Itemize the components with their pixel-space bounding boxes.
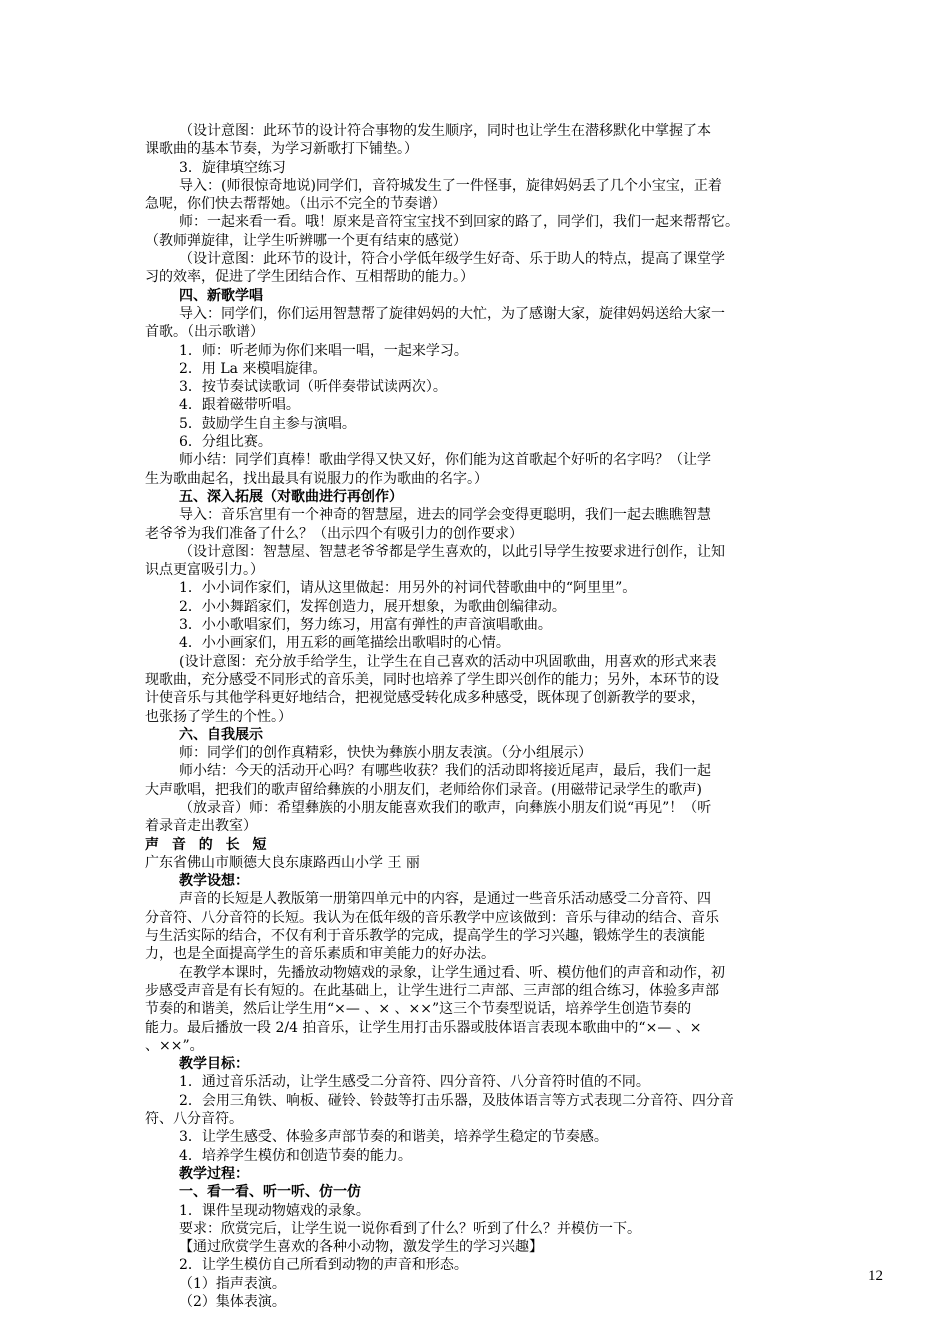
section-heading: 四、新歌学唱 — [179, 287, 263, 304]
section-heading: 五、深入拓展（对歌曲进行再创作） — [179, 488, 403, 505]
text-line: 4．小小画家们，用五彩的画笔描绘出歌唱时的心情。 — [179, 635, 510, 652]
text-line: （放录音）师：希望彝族的小朋友能喜欢我们的歌声，向彝族小朋友们说“再见”！（听 — [179, 799, 712, 816]
text-line: 1．小小词作家们，请从这里做起：用另外的衬词代替歌曲中的“阿里里”。 — [179, 580, 637, 597]
text-line: （1）指声表演。 — [179, 1275, 286, 1292]
text-line: 在教学本课时，先播放动物嬉戏的录象，让学生通过看、听、模仿他们的声音和动作，初 — [179, 964, 725, 981]
text-line: 大声歌唱，把我们的歌声留给彝族的小朋友们，老师给你们录音。(用磁带记录学生的歌声) — [145, 781, 702, 798]
text-line: 现歌曲，充分感受不同形式的音乐美，同时也培养了学生即兴创作的能力；另外，本环节的设 — [145, 671, 719, 688]
text-line: 也张扬了学生的个性。） — [145, 708, 292, 725]
text-line: 2．让学生模仿自己所看到动物的声音和形态。 — [179, 1257, 468, 1274]
text-line: 3．让学生感受、体验多声部节奏的和谐美，培养学生稳定的节奏感。 — [179, 1129, 608, 1146]
document-body — [145, 122, 817, 1311]
text-line: 2．小小舞蹈家们，发挥创造力，展开想象，为歌曲创编律动。 — [179, 598, 566, 615]
text-line: 习的效率，促进了学生团结合作、互相帮助的能力。） — [145, 269, 474, 286]
text-line: (设计意图：充分放手给学生，让学生在自己喜欢的活动中巩固歌曲，用喜欢的形式来表 — [179, 653, 717, 670]
text-line: 着录音走出教室） — [145, 818, 257, 835]
text-line: 计使音乐与其他学科更好地结合，把视觉感受转化成多种感受，既体现了创新教学的要求， — [145, 690, 705, 707]
text-line: 步感受声音是有长有短的。在此基础上，让学生进行二声部、三声部的组合练习，体验多声部 — [145, 982, 719, 999]
text-line: 与生活实际的结合，不仅有利于音乐教学的完成，提高学生的学习兴趣，锻炼学生的表演能 — [145, 928, 705, 945]
text-line: 导入：(师很惊奇地说)同学们，音符城发生了一件怪事，旋律妈妈丢了几个小宝宝，正着 — [179, 177, 722, 194]
text-line: 、××”。 — [145, 1037, 204, 1054]
text-line: 4．培养学生模仿和创造节奏的能力。 — [179, 1147, 412, 1164]
section-heading: 教学设想： — [179, 873, 249, 890]
text-line: 3．按节奏试读歌词（听伴奏带试读两次）。 — [179, 379, 447, 396]
text-line: 课歌曲的基本节奏，为学习新歌打下铺垫。） — [145, 141, 418, 158]
text-line: 1．通过音乐活动，让学生感受二分音符、四分音符、八分音符时值的不同。 — [179, 1074, 650, 1091]
text-line: 【通过欣赏学生喜欢的各种小动物，激发学生的学习兴趣】 — [179, 1239, 543, 1256]
text-line: 4．跟着磁带听唱。 — [179, 397, 300, 414]
text-line: 6．分组比赛。 — [179, 434, 272, 451]
text-line: 广东省佛山市顺德大良东康路西山小学 王 丽 — [145, 854, 420, 871]
text-line: 节奏的和谐美，然后让学生用“×— 、× 、××”这三个节奏型说话，培养学生创造节奏的 — [145, 1001, 692, 1018]
text-line: 2．用 La 来模唱旋律。 — [179, 360, 327, 377]
section-heading: 一、看一看、听一听、仿一仿 — [179, 1184, 361, 1201]
section-heading: 教学过程： — [179, 1165, 249, 1182]
text-line: 导入：同学们，你们运用智慧帮了旋律妈妈的大忙，为了感谢大家，旋律妈妈送给大家一 — [179, 305, 725, 322]
text-line: 要求：欣赏完后，让学生说一说你看到了什么？听到了什么？并模仿一下。 — [179, 1220, 641, 1237]
text-line: （教师弹旋律，让学生听辨哪一个更有结束的感觉） — [145, 232, 467, 249]
text-line: 声音的长短是人教版第一册第四单元中的内容，是通过一些音乐活动感受二分音符、四 — [179, 891, 711, 908]
section-heading: 声 音 的 长 短 — [145, 836, 271, 853]
text-line: 急呢，你们快去帮帮她。（出示不完全的节奏谱） — [145, 196, 446, 213]
text-line: 师小结：同学们真棒！歌曲学得又快又好，你们能为这首歌起个好听的名字吗？（让学 — [179, 452, 711, 469]
text-line: （设计意图：此环节的设计符合事物的发生顺序，同时也让学生在潜移默化中掌握了本 — [179, 123, 711, 139]
text-line: 老爷爷为我们准备了什么？（出示四个有吸引力的创作要求） — [145, 525, 523, 542]
text-line: 能力。最后播放一段 2/4 拍音乐，让学生用打击乐器或肢体语言表现本歌曲中的“×— 、× — [145, 1019, 702, 1036]
text-line: （设计意图：此环节的设计，符合小学低年级学生好奇、乐于助人的特点，提高了课堂学 — [179, 251, 725, 268]
text-line: （2）集体表演。 — [179, 1294, 286, 1310]
text-line: 1．课件呈现动物嬉戏的录象。 — [179, 1202, 370, 1219]
text-line: 师小结：今天的活动开心吗？有哪些收获？我们的活动即将接近尾声，最后，我们一起 — [179, 763, 711, 780]
text-line: 分音符、八分音符的长短。我认为在低年级的音乐教学中应该做到：音乐与律动的结合、音乐 — [145, 909, 719, 926]
section-heading: 六、自我展示 — [179, 726, 263, 743]
text-line: 2．会用三角铁、响板、碰铃、铃鼓等打击乐器，及肢体语言等方式表现二分音符、四分音 — [179, 1092, 734, 1109]
page-number: 12 — [868, 1268, 883, 1284]
text-line: 师：一起来看一看。哦！原来是音符宝宝找不到回家的路了，同学们，我们一起来帮帮它。 — [179, 214, 739, 231]
text-line: 3．小小歌唱家们，努力练习，用富有弹性的声音演唱歌曲。 — [179, 617, 552, 634]
text-line: 识点更富吸引力。） — [145, 562, 264, 579]
text-line: 生为歌曲起名，找出最具有说服力的作为歌曲的名字。） — [145, 470, 488, 487]
text-line: （设计意图：智慧屋、智慧老爷爷都是学生喜欢的，以此引导学生按要求进行创作，让知 — [179, 543, 725, 560]
section-heading: 教学目标： — [179, 1056, 249, 1073]
text-line: 符、八分音符。 — [145, 1111, 243, 1128]
text-line: 导入：音乐宫里有一个神奇的智慧屋，进去的同学会变得更聪明，我们一起去瞧瞧智慧 — [179, 507, 711, 524]
text-line: 5．鼓励学生自主参与演唱。 — [179, 415, 356, 432]
text-line: 力，也是全面提高学生的音乐素质和审美能力的好办法。 — [145, 946, 495, 963]
text-line: 首歌。（出示歌谱） — [145, 324, 264, 341]
text-line: 3．旋律填空练习 — [179, 159, 286, 176]
text-line: 师：同学们的创作真精彩，快快为彝族小朋友表演。（分小组展示） — [179, 745, 592, 762]
text-line: 1．师：听老师为你们来唱一唱，一起来学习。 — [179, 342, 468, 359]
